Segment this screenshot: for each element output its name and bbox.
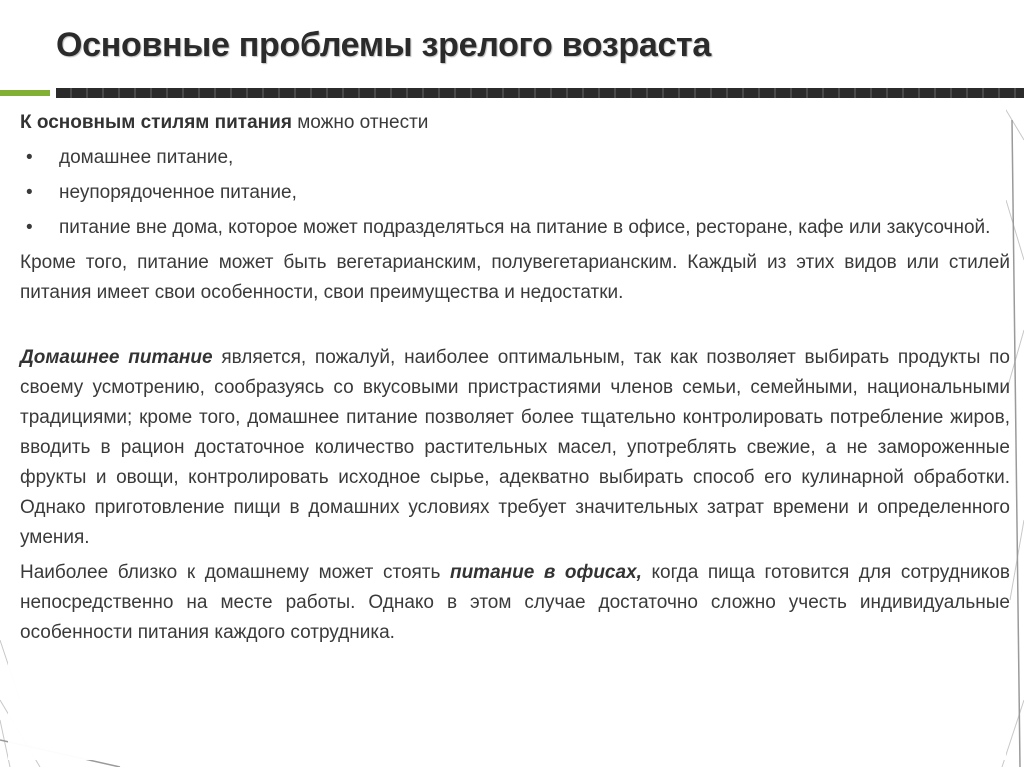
title-underline-bar bbox=[56, 88, 1024, 98]
list-item bbox=[20, 178, 1010, 208]
slide-body bbox=[20, 108, 1010, 648]
paragraph-home-food bbox=[20, 343, 1010, 553]
list-item bbox=[20, 213, 1010, 243]
title-underline bbox=[0, 88, 1024, 98]
list-item-text: домашнее питание, bbox=[59, 147, 234, 168]
content-panel bbox=[8, 100, 1011, 760]
list-item bbox=[20, 143, 1010, 173]
bullet-marker: • bbox=[26, 217, 33, 238]
intro-line bbox=[20, 108, 1010, 138]
slide-title: Основные проблемы зрелого возраста bbox=[56, 26, 712, 64]
home-food-text: является, пожалуй, наиболее оптимальным, так как позволяет выбирать продукты по своему усмотрению, сообразуясь со вкусовыми пристрастиями членов семьи, семейными, национальными традициями; кроме того, домашнее питание позволяет более тщательно контролировать потребление жиров, вводить в рацион достаточное количество растительных масел, употреблять свежие, а не замороженные фрукты и овощи, контролировать исходное сырье, адекватно выбирать способ его кулинарной обработки. Однако приготовление пищи в домашних условиях требует значительных затрат времени и определенного умения. bbox=[20, 347, 1011, 548]
title-underline-accent bbox=[0, 90, 50, 96]
office-food-emphasis: питание в офисах, bbox=[449, 562, 642, 583]
spacer bbox=[20, 308, 1010, 338]
list-item-text: питание вне дома, которое может подразделяться на питание в офисе, ресторане, кафе или закусочной. bbox=[59, 217, 991, 238]
home-food-emphasis: Домашнее питание bbox=[20, 347, 213, 368]
intro-rest: можно отнести bbox=[291, 112, 429, 133]
paragraph-office-food bbox=[20, 558, 1010, 648]
intro-bold: К основным стилям питания bbox=[20, 112, 292, 133]
office-food-start: Наиболее близко к домашнему может стоять bbox=[20, 562, 450, 583]
list-item-text: неупорядоченное питание, bbox=[59, 182, 297, 203]
bullet-marker: • bbox=[26, 182, 33, 203]
styles-bullet-list bbox=[20, 143, 1010, 243]
paragraph-vegetarian: Кроме того, питание может быть вегетарианским, полувегетарианским. Каждый из этих видов или стилей питания имеет свои особенности, свои преимущества и недостатки. bbox=[20, 252, 1010, 303]
bullet-marker: • bbox=[26, 147, 33, 168]
office-food-text: когда пища готовится для сотрудников непосредственно на месте работы. Однако в этом случае достаточно сложно учесть индивидуальные особенности питания каждого сотрудника. bbox=[20, 562, 1010, 643]
